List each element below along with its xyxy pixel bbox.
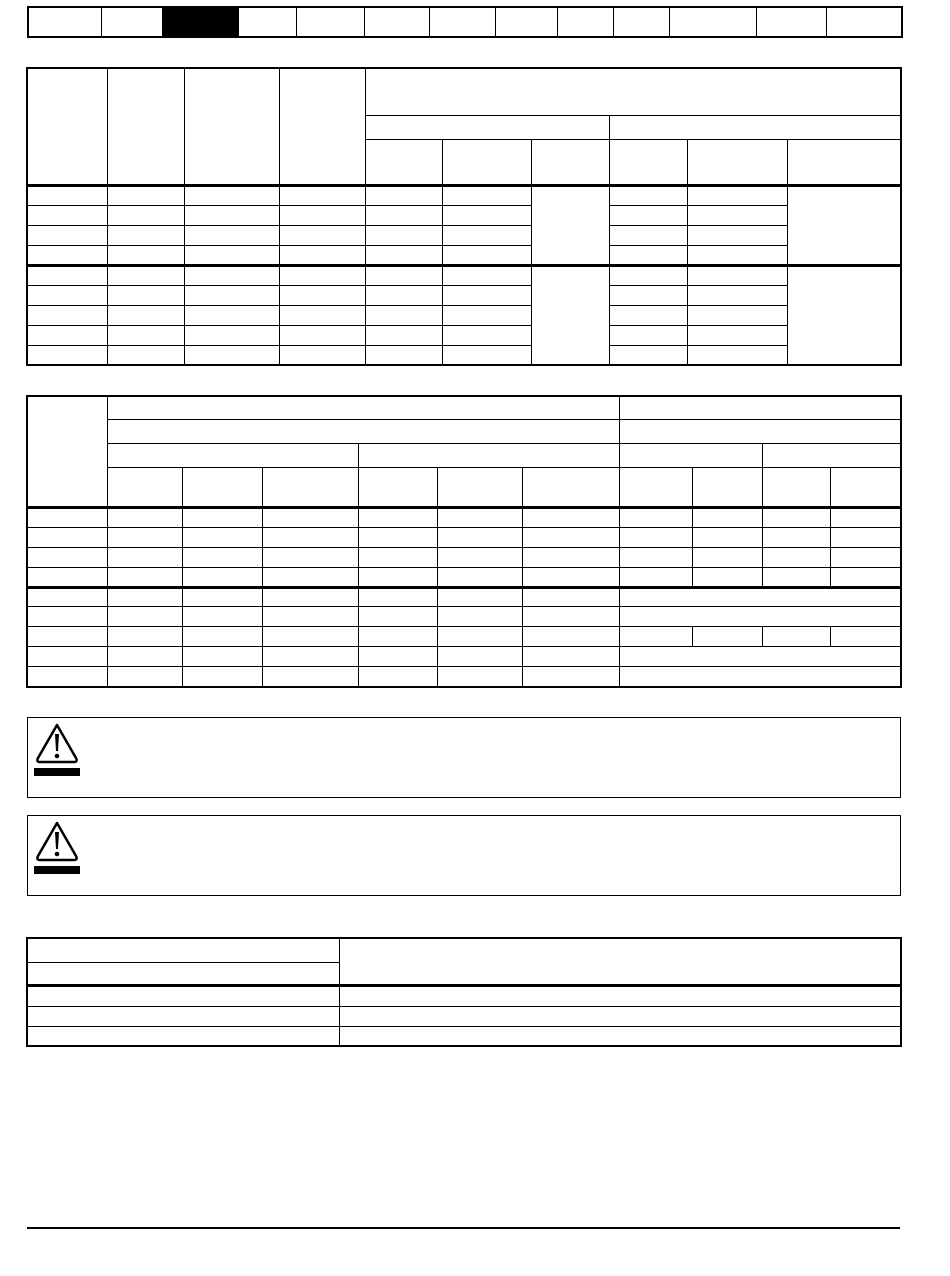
warning-box-1: [27, 717, 901, 798]
nav-tab-7[interactable]: [430, 8, 496, 36]
section-navigation-bar: [27, 6, 903, 38]
nav-tab-11[interactable]: [670, 8, 757, 36]
ratings-table-1: [26, 67, 902, 366]
nav-tab-5[interactable]: [297, 8, 365, 36]
warning-box-2: [27, 815, 901, 896]
ratings-table-3: [26, 937, 902, 1047]
nav-tab-12[interactable]: [757, 8, 827, 36]
nav-tab-10[interactable]: [614, 8, 670, 36]
nav-tab-9[interactable]: [558, 8, 614, 36]
nav-tab-8[interactable]: [496, 8, 558, 36]
nav-tab-3-active[interactable]: [163, 8, 239, 36]
nav-tab-13[interactable]: [827, 8, 901, 36]
nav-tab-4[interactable]: [239, 8, 297, 36]
warning-triangle-icon: [34, 820, 80, 874]
nav-tab-6[interactable]: [365, 8, 430, 36]
footer-rule: [27, 1227, 900, 1229]
nav-tab-1[interactable]: [29, 8, 102, 36]
warning-triangle-icon: [34, 722, 80, 776]
nav-tab-2[interactable]: [102, 8, 163, 36]
ratings-table-2: [26, 395, 902, 688]
